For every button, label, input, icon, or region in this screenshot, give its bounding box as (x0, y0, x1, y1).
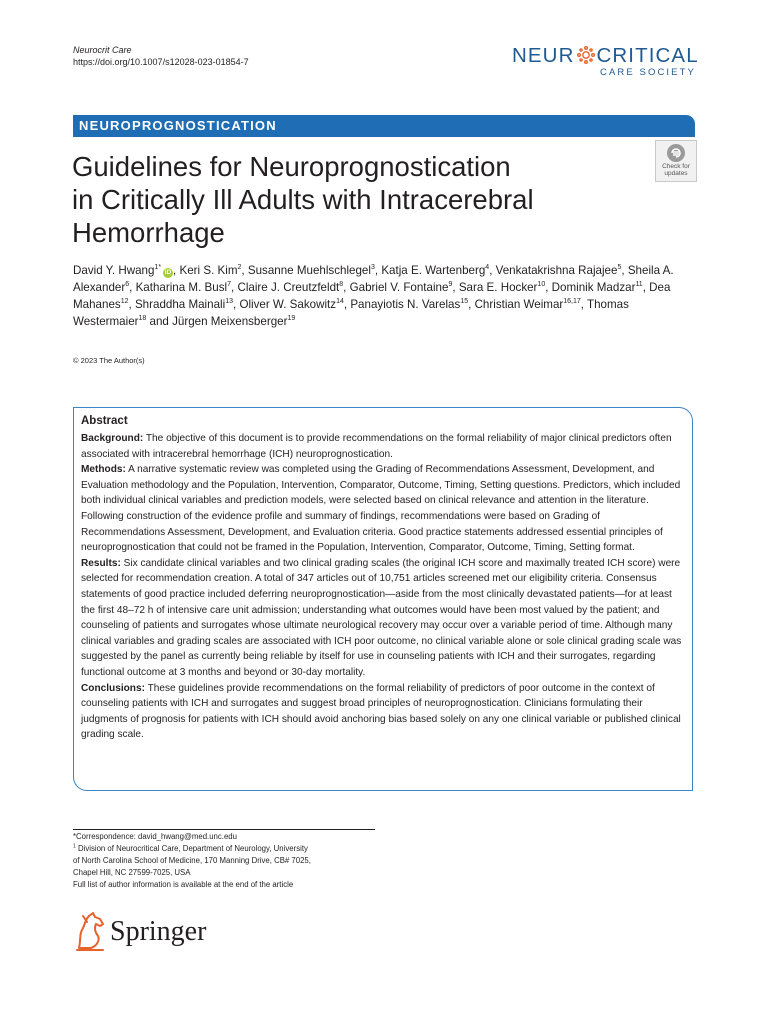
author-affiliation-ref: 13 (225, 298, 233, 306)
author-name: Venkatakrishna Rajajee (495, 264, 618, 277)
author (239, 298, 343, 311)
footnote-divider (73, 829, 375, 830)
author-affiliation-ref: 12 (120, 298, 129, 306)
author-name: Sheila A. Alexander (73, 264, 674, 294)
abstract-conclusions (81, 681, 686, 743)
logo-word-left: NEUR (512, 44, 575, 67)
author-name: Shraddha Mainali (134, 298, 226, 311)
brain-gear-icon (576, 45, 596, 65)
author-name: Panayiotis N. Varelas (350, 298, 461, 311)
author-name: Christian Weimar (474, 298, 564, 311)
section-banner-label: NEUROPROGNOSTICATION (79, 118, 277, 133)
affiliation-line: of North Carolina School of Medicine, 170 Manning Drive, CB# 7025, (73, 856, 311, 865)
title-line: Hemorrhage (72, 217, 225, 248)
author-affiliation-ref: 2 (237, 264, 242, 272)
author-affiliation-ref: 15 (460, 298, 469, 306)
author-name: David Y. Hwang (73, 264, 155, 277)
logo-word-right: CRITICAL (596, 44, 699, 67)
author-name: Thomas Westermaier (73, 298, 629, 328)
results-text: Six candidate clinical variables and two clinical grading scales (the original ICH score and maximally treated ICH score) were selected for recommendation creation. A total of 347 articles out of 10,751 articles screened met our eligibility criteria. Consensus statements of good practice included deferring neuroprognostication—aside from the most clinically devastated patients—for at least the first 48–72 h of intensive care unit admission; understanding what outcomes would have been most valued by the patient; and counseling of patients and surrogates whose ultimate neurological recovery may occur over a variable period of time. Although many clinical variables and grading scales are associated with ICH poor outcome, no clinical variable alone or sole clinical grading scale was suggested by the panel as currently being reliable by itself for use in counseling patients with ICH and their surrogates, regarding functional outcome at 3 months and beyond or 30-day mortality. (81, 557, 682, 678)
check-updates-icon (667, 144, 685, 162)
abstract-background (81, 431, 686, 462)
author-name: Claire J. Creutzfeldt (237, 281, 340, 294)
refresh-icon (667, 144, 685, 162)
springer-wordmark: Springer (110, 916, 207, 947)
check-updates-text (656, 163, 696, 177)
author (237, 281, 343, 294)
methods-label: Methods: (81, 464, 126, 476)
author (180, 264, 242, 277)
check-updates-line: Check for (662, 163, 690, 170)
author-affiliation-ref: 5 (617, 264, 622, 272)
springer-horse-icon (73, 910, 107, 952)
author (350, 281, 453, 294)
author (350, 298, 468, 311)
author-affiliation-ref: 11 (635, 281, 643, 289)
conclusions-text: These guidelines provide recommendations on the formal reliability of predictors of poor outcome in the context of counseling patients with ICH and surrogates and suggest broad principles of neuroprognostication. Clinicians formulating their judgments of prognosis for patients with ICH should avoid anchoring bias based solely on any one clinical variable or published clinical grading scale. (81, 682, 681, 741)
title-line: Guidelines for Neuroprognostication (72, 151, 511, 182)
author-name: Oliver W. Sakowitz (239, 298, 337, 311)
abstract-results (81, 556, 686, 681)
doi-link[interactable]: https://doi.org/10.1007/s12028-023-01854-7 (73, 57, 249, 67)
affiliation-line: Chapel Hill, NC 27599-7025, USA (73, 868, 191, 877)
copyright: © 2023 The Author(s) (73, 356, 145, 365)
results-label: Results: (81, 557, 121, 569)
background-label: Background: (81, 433, 144, 444)
author-affiliation-ref: 16,17 (563, 298, 581, 306)
author-name: Katja E. Wartenberg (381, 264, 486, 277)
author-name: Dominik Madzar (551, 281, 636, 294)
author-affiliation-ref: 6 (125, 281, 130, 289)
author-affiliation-ref: 9 (448, 281, 453, 289)
author-affiliation-ref: 14 (336, 298, 344, 306)
journal-name: Neurocrit Care (73, 45, 132, 55)
check-for-updates-badge[interactable] (655, 140, 697, 182)
conclusions-label: Conclusions: (81, 682, 145, 694)
author (136, 281, 231, 294)
logo-line2: CARE SOCIETY (600, 67, 696, 78)
author (248, 264, 375, 277)
springer-logo (73, 910, 253, 954)
article-title (72, 150, 632, 249)
author-affiliation-ref: 19 (287, 315, 296, 323)
neurocritical-care-society-logo (512, 44, 698, 82)
author-affiliation-ref: 10 (537, 281, 546, 289)
affiliation-line: Division of Neurocritical Care, Department of Neurology, University (77, 844, 308, 853)
logo-line1 (512, 44, 699, 68)
author-name: Katharina M. Busl (135, 281, 228, 294)
author (496, 264, 622, 277)
author (459, 281, 545, 294)
author-name: Keri S. Kim (179, 264, 238, 277)
author-list: David Y. Hwang$^{1*}$iD , Keri S. Kim$^2$, Susanne Muehlschlegel$^3$, Katja E. Wartenberg$^4$, Venkatakrishna Rajajee$^5$, Sheila A. Alexander$^6$, Katharina M. Busl$^7$, Claire J. Creutzfeldt$^8$, Gabriel V. Fontaine$^9$, Sara E. Hocker$^{10}$, Dominik Madzar$^{11}$, Dea Mahanes$^{12}$, Shraddha Mainali$^{13}$, Oliver W. Sakowitz$^{14}$, Panayiotis N. Varelas$^{15}$, Christian Weimar$^{16,17}$, Thomas Westermaier$^{18}$ and Jürgen Meixensberger$^{19}$ (73, 264, 674, 328)
author-affiliation-ref: 7 (227, 281, 231, 289)
author (381, 264, 489, 277)
author (475, 298, 581, 311)
author-name: Jürgen Meixensberger (172, 315, 288, 328)
author-affiliation-ref: 18 (138, 315, 147, 323)
author (552, 281, 643, 294)
title-line: in Critically Ill Adults with Intracerebral (72, 184, 534, 215)
full-author-info-note: Full list of author information is available at the end of the article (73, 880, 294, 889)
section-banner (73, 115, 695, 137)
abstract-methods (81, 462, 686, 556)
author-affiliation-ref: 4 (485, 264, 490, 272)
affiliation (73, 843, 373, 855)
footnotes (73, 831, 373, 891)
author-name: Sara E. Hocker (458, 281, 538, 294)
affiliation-number: 1 (73, 843, 76, 850)
correspondence[interactable]: *Correspondence: david_hwang@med.unc.edu (73, 832, 237, 841)
background-text: The objective of this document is to provide recommendations on the formal reliability of major clinical predictors often associated with intracerebral hemorrhage (ICH) neuroprognostication. (81, 433, 672, 460)
journal-meta (73, 44, 249, 68)
author (73, 264, 173, 277)
abstract (81, 413, 686, 743)
author (172, 315, 295, 328)
author (135, 298, 233, 311)
author-affiliation-ref: 1* (154, 264, 162, 272)
author-affiliation-ref: 8 (339, 281, 344, 289)
check-updates-line: updates (664, 170, 688, 177)
author-name: Susanne Muehlschlegel (247, 264, 371, 277)
methods-text: A narrative systematic review was completed using the Grading of Recommendations Assessment, Development, and Evaluation methodology and the Population, Intervention, Comparator, Outcome, Timing, Setting questions. Predictors, which included both individual clinical variables and prediction models, were selected based on clinical relevance and attention in the literature. Following construction of the evidence profile and summary of findings, recommendations were based on Grading of Recommendations Assessment, Development, and Evaluation criteria. Good practice statements addressed essential principles of neuroprognostication that could not be framed in the Population, Intervention, Comparator, Outcome, Timing, Setting format. (81, 464, 681, 554)
author-name: Gabriel V. Fontaine (349, 281, 449, 294)
author-name: Dea Mahanes (73, 281, 671, 311)
author-affiliation-ref: 3 (370, 264, 375, 272)
abstract-heading: Abstract (81, 415, 128, 427)
orcid-icon[interactable]: iD (164, 269, 172, 276)
